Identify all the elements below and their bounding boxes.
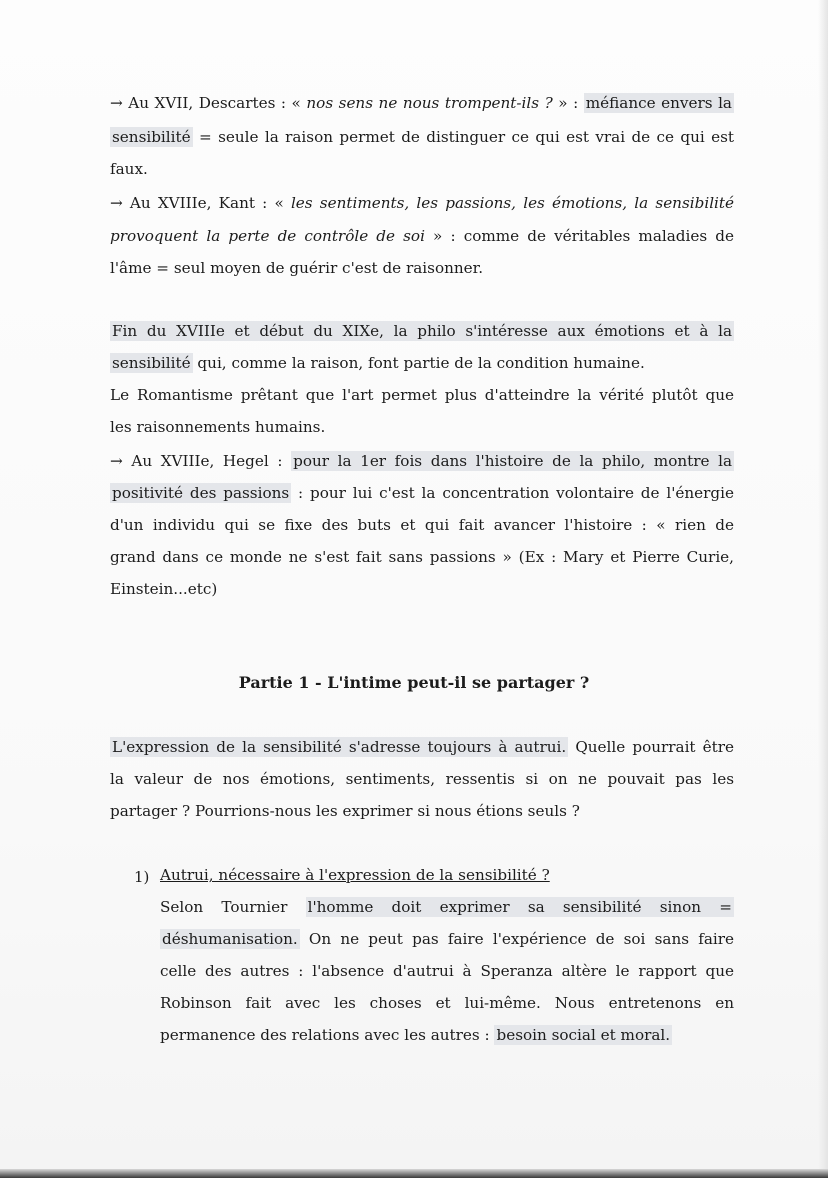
partie1-line-2: la valeur de nos émotions, sentiments, ressentis si on ne pouvait pas les: [110, 770, 734, 788]
highlight: positivité des passions: [112, 484, 290, 502]
descartes-line-1: → Au XVII, Descartes : « nos sens ne nous trompent-ils ? » : méfiance envers la: [110, 94, 732, 112]
descartes-line-2: sensibilité = seule la raison permet de distinguer ce qui est vrai de ce qui est: [112, 128, 734, 146]
subsection-line-4: Robinson fait avec les choses et lui-même. Nous entretenons en: [160, 994, 734, 1012]
highlight: L'expression de la sensibilité s'adresse toujours à autrui.: [112, 738, 567, 756]
partie1-line-3: partager ? Pourrions-nous les exprimer si nous étions seuls ?: [110, 802, 580, 820]
romantic-line-3: Le Romantisme prêtant que l'art permet plus d'atteindre la vérité plutôt que: [110, 386, 734, 404]
subsection-line-2: déshumanisation. On ne peut pas faire l'expérience de soi sans faire: [162, 930, 734, 948]
highlight: Fin du XVIIIe et début du XIXe, la philo s'intéresse aux émotions et à la: [112, 322, 732, 340]
romantic-line-4: les raisonnements humains.: [110, 418, 326, 436]
kant-line-3: l'âme = seul moyen de guérir c'est de raisonner.: [110, 259, 484, 277]
hegel-line-5: Einstein...etc): [110, 580, 218, 598]
romantic-line-1: [110, 320, 734, 342]
subsection-line-3: celle des autres : l'absence d'autrui à Speranza altère le rapport que: [160, 962, 734, 980]
romantic-line-2: sensibilité qui, comme la raison, font partie de la condition humaine.: [112, 354, 645, 372]
subsection-line-5: permanence des relations avec les autres : besoin social et moral.: [160, 1026, 671, 1044]
hegel-line-4: grand dans ce monde ne s'est fait sans passions » (Ex : Mary et Pierre Curie,: [110, 548, 734, 566]
subsection-line-1: Selon Tournier l'homme doit exprimer sa sensibilité sinon =: [160, 898, 732, 916]
partie1-line-1: L'expression de la sensibilité s'adresse toujours à autrui. Quelle pourrait être: [112, 738, 734, 756]
hegel-line-3: d'un individu qui se fixe des buts et qui fait avancer l'histoire : « rien de: [110, 516, 734, 534]
highlight: déshumanisation.: [162, 930, 298, 948]
hegel-line-2: positivité des passions : pour lui c'est la concentration volontaire de l'énergie: [112, 484, 734, 502]
kant-line-2: provoquent la perte de contrôle de soi » : comme de véritables maladies de: [110, 227, 734, 245]
highlight: sensibilité: [112, 128, 191, 146]
highlight: sensibilité: [112, 354, 191, 372]
highlight: pour la 1er fois dans l'histoire de la philo, montre la: [293, 452, 733, 470]
highlight: besoin social et moral.: [496, 1026, 671, 1044]
highlight: l'homme doit exprimer sa sensibilité sinon =: [307, 898, 732, 916]
highlight: méfiance envers la: [585, 94, 732, 112]
subsection-number: 1): [134, 868, 150, 886]
kant-line-1: → Au XVIIIe, Kant : « les sentiments, les passions, les émotions, la sensibilité: [110, 194, 734, 212]
hegel-line-1: → Au XVIIIe, Hegel : pour la 1er fois dans l'histoire de la philo, montre la: [110, 452, 733, 470]
subsection-title: Autrui, nécessaire à l'expression de la sensibilité ?: [160, 866, 550, 884]
page-edge-shadow: [818, 0, 828, 1178]
section-heading: Partie 1 - L'intime peut-il se partager ?: [238, 673, 590, 692]
descartes-line-3: faux.: [110, 160, 148, 178]
page-bottom-edge: [0, 1169, 828, 1178]
